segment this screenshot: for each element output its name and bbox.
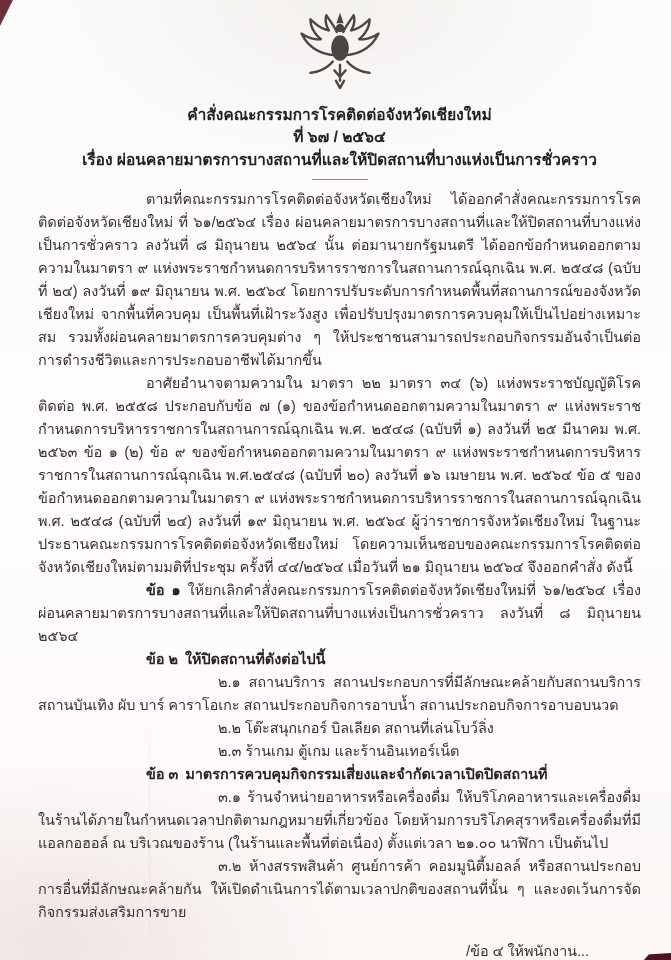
clause-2-heading [38, 649, 641, 672]
clause-3-heading-text: มาตรการควบคุมกิจกรรมเสี่ยงและจำกัดเวลาเปิดปิดสถานที่ [185, 767, 548, 783]
clause-3-item-2: ๓.๒ ห้างสรรพสินค้า ศูนย์การค้า คอมมูนิตี้มอลล์ หรือสถานประกอบการอื่นที่มีลักษณะคล้ายกัน ให้เปิดดำเนินการได้ตามเวลาปกติของสถานที่นั้น ๆ และงดเว้นการจัดกิจกรรมส่งเสริมการขาย [38, 859, 641, 921]
clause-2-item-1: ๒.๑ สถานบริการ สถานประกอบการที่มีลักษณะคล้ายกับสถานบริการ สถานบันเทิง ผับ บาร์ คาราโอเกะ สถานประกอบกิจการอาบน้ำ สถานประกอบกิจการอาบอบนวด [38, 675, 641, 714]
paragraph-preamble: ตามที่คณะกรรมการโรคติดต่อจังหวัดเชียงใหม่ ได้ออกคำสั่งคณะกรรมการโรคติดต่อจังหวัดเชียงใหม่ ที่ ๖๑/๒๕๖๔ เรื่อง ผ่อนคลายมาตรการบางสถานที่และให้ปิดสถานที่บางแห่งเป็นการชั่วคราว ลงวันที่ ๘ มิถุนายน ๒๕๖๔ นั้น ต่อมานายกรัฐมนตรี ได้ออกข้อกำหนดออกตามความในมาตรา ๙ แห่งพระราชกำหนดการบริหารราชการในสถานการณ์ฉุกเฉิน พ.ศ. ๒๕๔๘ (ฉบับที่ ๒๔) ลงวันที่ ๑๙ มิถุนายน พ.ศ. ๒๕๖๔ โดยการปรับระดับการกำหนดพื้นที่สถานการณ์ของจังหวัดเชียงใหม่ จากพื้นที่ควบคุม เป็นพื้นที่เฝ้าระวังสูง เพื่อปรับปรุงมาตรการควบคุมให้เป็นไปอย่างเหมาะสม รวมทั้งผ่อนคลายมาตรการควบคุมต่าง ๆ ให้ประชาชนสามารถประกอบกิจกรรมอันจำเป็นต่อการดำรงชีวิตและการประกอบอาชีพได้มากขึ้น [38, 192, 641, 369]
clause-3-item-1: ๓.๑ ร้านจำหน่ายอาหารหรือเครื่องดื่ม ให้บริโภคอาหารและเครื่องดื่มในร้านได้ภายในกำหนดเวลาปกติตามกฎหมายที่เกี่ยวข้อง โดยห้ามการบริโภคสุราหรือเครื่องดื่มที่มีแอลกอฮอล์ ณ บริเวณของร้าน (ในร้านและพื้นที่ต่อเนื่อง) ตั้งแต่เวลา ๒๑.๐๐ นาฬิกา เป็นต้นไป [38, 790, 641, 852]
clause-2-item-2: ๒.๒ โต๊ะสนุกเกอร์ บิลเลียด สถานที่เล่นโบว์ลิ่ง [218, 721, 494, 737]
clause-3-heading [38, 764, 641, 787]
doc-title: คำสั่งคณะกรรมการโรคติดต่อจังหวัดเชียงใหม่ [187, 107, 492, 124]
doc-number: ที่ ๖๗ / ๒๕๖๔ [293, 129, 386, 146]
clause-2-item-3: ๒.๓ ร้านเกม ตู้เกม และร้านอินเทอร์เน็ต [218, 744, 460, 760]
title-divider [312, 179, 368, 180]
clause-2-label: ข้อ ๒ [146, 652, 178, 668]
clause-1-label: ข้อ ๑ [146, 583, 181, 599]
document-header [38, 105, 641, 172]
garuda-emblem-icon [283, 8, 397, 103]
clause-1-text: ให้ยกเลิกคำสั่งคณะกรรมการโรคติดต่อจังหวัดเชียงใหม่ที่ ๖๑/๒๕๖๔ เรื่อง ผ่อนคลายมาตรการบางสถานที่และให้ปิดสถานที่บางแห่งเป็นการชั่วคราว ลงวันที่ ๘ มิถุนายน ๒๕๖๔ [38, 583, 641, 645]
clause-1 [38, 580, 641, 649]
page-continuation-note: /ข้อ ๔ ให้พนักงาน... [466, 944, 589, 960]
clause-3-label: ข้อ ๓ [146, 767, 179, 783]
clause-2-heading-text: ให้ปิดสถานที่ดังต่อไปนี้ [184, 652, 326, 668]
doc-subject: เรื่อง ผ่อนคลายมาตรการบางสถานที่และให้ปิดสถานที่บางแห่งเป็นการชั่วคราว [82, 152, 597, 169]
paragraph-legal-authority: อาศัยอำนาจตามความใน มาตรา ๒๒ มาตรา ๓๔ (๖) แห่งพระราชบัญญัติโรคติดต่อ พ.ศ. ๒๕๕๘ ประกอบกับข้อ ๗ (๑) ของข้อกำหนดออกตามความในมาตรา ๙ แห่งพระราชกำหนดการบริหารราชการในสถานการณ์ฉุกเฉิน พ.ศ. ๒๕๔๘ (ฉบับที่ ๑) ลงวันที่ ๒๕ มีนาคม พ.ศ. ๒๕๖๓ ข้อ ๑ (๒) ข้อ ๙ ของข้อกำหนดออกตามความในมาตรา ๙ แห่งพระราชกำหนดการบริหารราชการในสถานการณ์ฉุกเฉิน พ.ศ.๒๕๔๘ (ฉบับที่ ๒๐) ลงวันที่ ๑๖ เมษายน พ.ศ. ๒๕๖๔ ข้อ ๕ ของข้อกำหนดออกตามความในมาตรา ๙ แห่งพระราชกำหนดการบริหารราชการในสถานการณ์ฉุกเฉิน พ.ศ. ๒๕๔๘ (ฉบับที่ ๒๔) ลงวันที่ ๑๙ มิถุนายน พ.ศ. ๒๕๖๔ ผู้ว่าราชการจังหวัดเชียงใหม่ ในฐานะประธานคณะกรรมการโรคติดต่อจังหวัดเชียงใหม่ โดยความเห็นชอบของคณะกรรมการโรคติดต่อจังหวัดเชียงใหม่ตามมติที่ประชุม ครั้งที่ ๔๔/๒๕๖๔ เมื่อวันที่ ๒๑ มิถุนายน ๒๕๖๔ จึงออกคำสั่ง ดังนี้ [38, 376, 641, 576]
